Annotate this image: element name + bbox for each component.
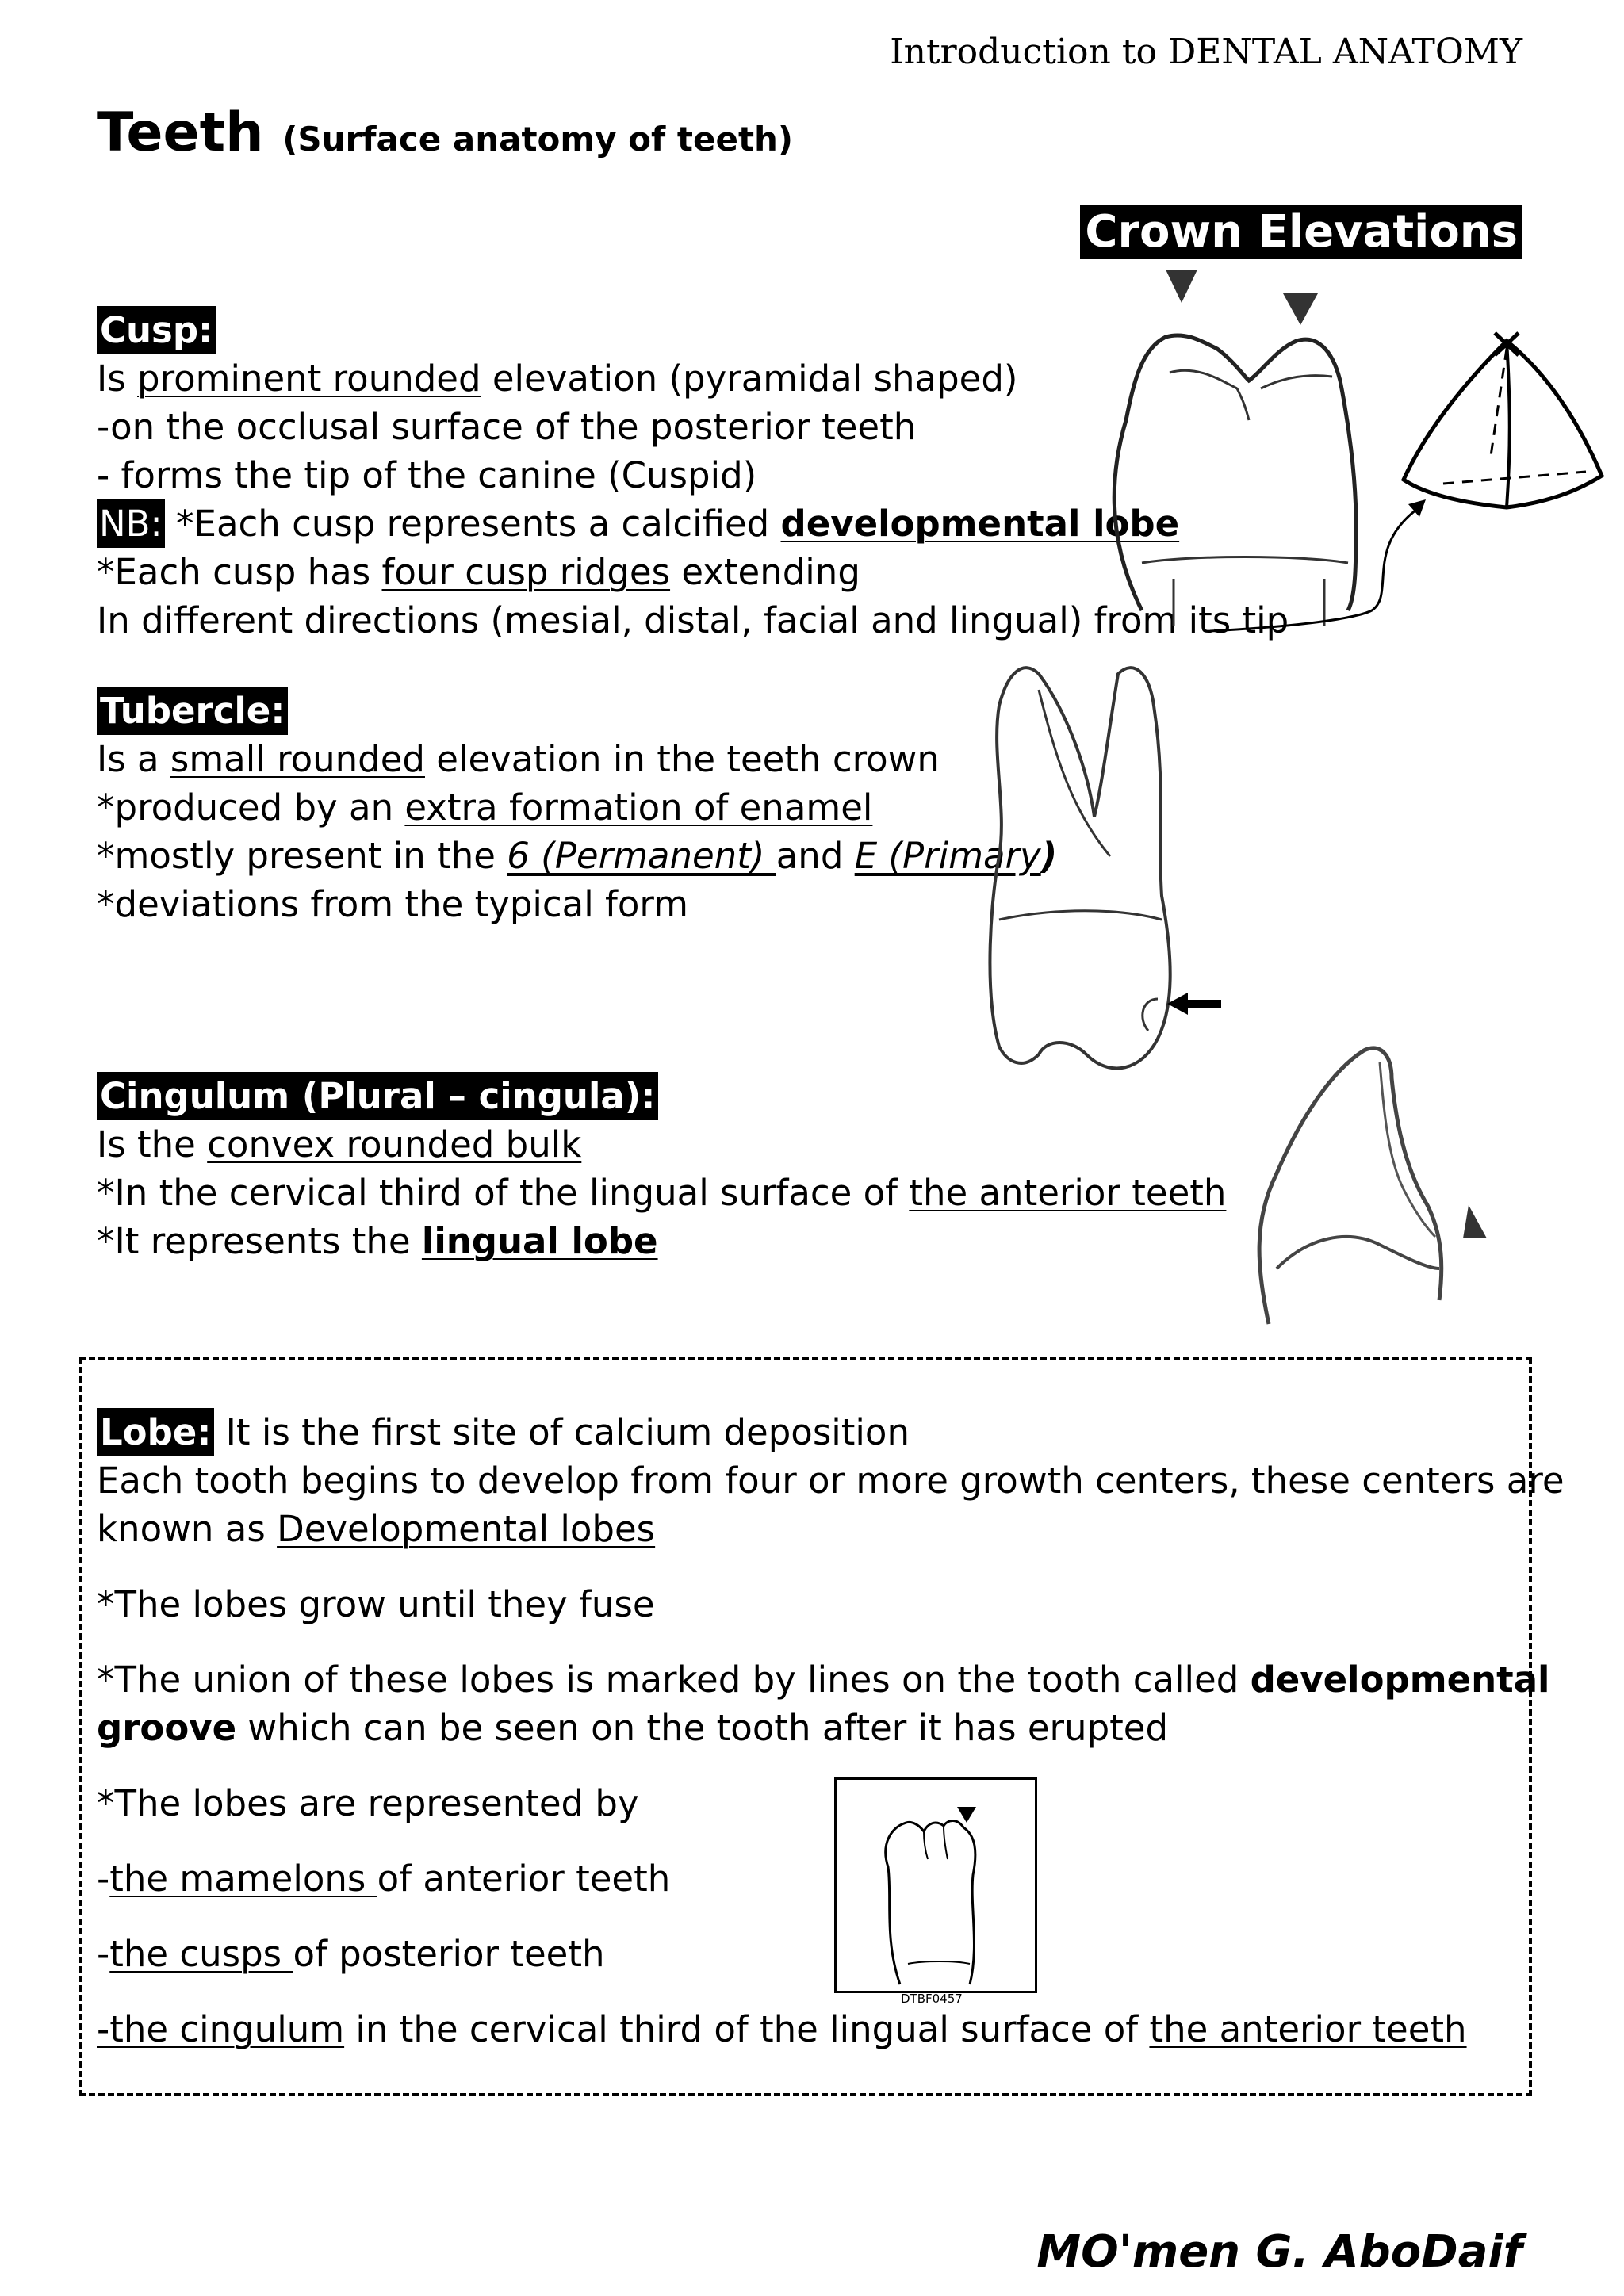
lobe-line9-a: - [97, 1933, 110, 1975]
nb-label: NB: [97, 499, 165, 548]
pyramid-dashed [1443, 349, 1586, 484]
cingulum-arrow [1463, 1205, 1487, 1238]
molar-cervical-line [1142, 557, 1348, 564]
cusp-line1-a: Is [97, 358, 138, 400]
cusp-label: Cusp: [97, 306, 216, 354]
title-subtitle: (Surface anatomy of teeth) [282, 120, 794, 159]
mamelon-tooth-outline [886, 1821, 975, 1985]
cusp-line5-a: *Each cusp has [97, 551, 382, 593]
lobe-line8-b: of anterior teeth [377, 1858, 671, 1900]
cusp-line1-b: elevation (pyramidal shaped) [481, 358, 1018, 400]
tubercle-section [97, 687, 1057, 928]
lobe-line8-underlined: the mamelons [109, 1858, 377, 1900]
lobe-line3-underlined: Developmental lobes [277, 1508, 656, 1550]
cingulum-line2-underlined: the anterior teeth [909, 1172, 1227, 1214]
tubercle-label: Tubercle: [97, 687, 288, 735]
lobe-line5-bold: developmental [1250, 1659, 1550, 1701]
mamelon-cervical-line [908, 1961, 970, 1964]
cusp-line3: - forms the tip of the canine (Cuspid) [97, 454, 757, 496]
cingulum-line1-a: Is the [97, 1123, 208, 1165]
tubercle-line1-a: Is a [97, 738, 170, 780]
cingulum-line2-a: *In the cervical third of the lingual surface of [97, 1172, 910, 1214]
cingulum-line3-bold: lingual lobe [421, 1220, 658, 1262]
lobe-line7: *The lobes are represented by [97, 1782, 639, 1824]
lobe-line10-a: in the cervical third of the lingual surface of [344, 2008, 1150, 2050]
lobe-line4: *The lobes grow until they fuse [97, 1583, 655, 1625]
cusp-figure [1094, 262, 1618, 642]
mamelon-arrow [957, 1807, 976, 1823]
molar-roots [1174, 579, 1324, 626]
lobe-line3-a: known as [97, 1508, 278, 1550]
cingulum-label: Cingulum (Plural – cingula): [97, 1072, 658, 1120]
tubercle-line2-underlined: extra formation of enamel [404, 786, 873, 828]
tubercle-figure [975, 658, 1277, 1078]
cusp-arrow-1 [1166, 270, 1197, 303]
pointer-curve [1210, 507, 1419, 631]
cingulum-line1-underlined: convex rounded bulk [207, 1123, 582, 1165]
tubercle-line3-b: and [776, 835, 855, 877]
pyramid-outline [1404, 341, 1602, 507]
lobe-line9-b: of posterior teeth [293, 1933, 605, 1975]
tubercle-bump [1143, 999, 1158, 1031]
tubercle-line4: *deviations from the typical form [97, 883, 688, 925]
tubercle-cervical-line [999, 911, 1162, 920]
lobe-line1: It is the first site of calcium deposition [214, 1411, 910, 1453]
lobe-line10-underlined: -the cingulum [97, 2008, 345, 2050]
tubercle-line3-a: *mostly present in the [97, 835, 508, 877]
document-header: Introduction to DENTAL ANATOMY [890, 32, 1522, 72]
tubercle-line3-paren: ) [1040, 835, 1058, 877]
page-title [97, 101, 793, 164]
cingulum-tooth-outline [1259, 1048, 1442, 1324]
tubercle-line1-underlined: small rounded [170, 738, 425, 780]
mamelon-lines [924, 1826, 948, 1859]
cusp-line1-underlined: prominent rounded [137, 358, 481, 400]
lobe-line6-bold: groove [97, 1707, 237, 1749]
cusp-line4-a: *Each cusp represents a calcified [164, 503, 781, 545]
lobe-line10-underlined2: the anterior teeth [1149, 2008, 1467, 2050]
cusp-line5-b: extending [670, 551, 860, 593]
tubercle-line1-b: elevation in the teeth crown [424, 738, 940, 780]
pyramid-ridge [1507, 341, 1510, 507]
lobe-section [97, 1408, 1565, 2053]
tubercle-line3-italic1: 6 (Permanent) [507, 835, 776, 877]
cusp-line5-underlined: four cusp ridges [381, 551, 671, 593]
tubercle-groove [1039, 690, 1110, 856]
cingulum-figure [1245, 1031, 1515, 1332]
tubercle-line2-a: *produced by an [97, 786, 405, 828]
lobe-line2: Each tooth begins to develop from four or more growth centers, these centers are [97, 1460, 1565, 1502]
cusp-line2: -on the occlusal surface of the posterior teeth [97, 406, 917, 448]
lobe-line9-underlined: the cusps [109, 1933, 293, 1975]
author-signature: MO'men G. AboDaif [1036, 2226, 1522, 2278]
cingulum-cervical-line [1277, 1237, 1439, 1269]
cingulum-ridge [1380, 1062, 1435, 1237]
crown-elevations-label: Crown Elevations [1080, 205, 1522, 259]
cingulum-line3-a: *It represents the [97, 1220, 422, 1262]
figure-code: DTBF0457 [901, 1992, 963, 2006]
mamelon-figure-box [834, 1777, 1037, 1993]
cingulum-section [97, 1072, 1226, 1265]
lobe-line8-a: - [97, 1858, 110, 1900]
lobe-line5-a: *The union of these lobes is marked by lines on the tooth called [97, 1659, 1251, 1701]
cusp-line4-bold: developmental lobe [780, 503, 1180, 545]
cusp-line6: In different directions (mesial, distal, facial and lingual) from its tip [97, 599, 1289, 641]
cusp-arrow-2 [1283, 293, 1318, 325]
lobe-label: Lobe: [97, 1408, 214, 1456]
title-main: Teeth [97, 101, 264, 164]
lobe-line6-a: which can be seen on the tooth after it has erupted [236, 1707, 1169, 1749]
tubercle-line3-italic2: E (Primary [854, 835, 1041, 877]
